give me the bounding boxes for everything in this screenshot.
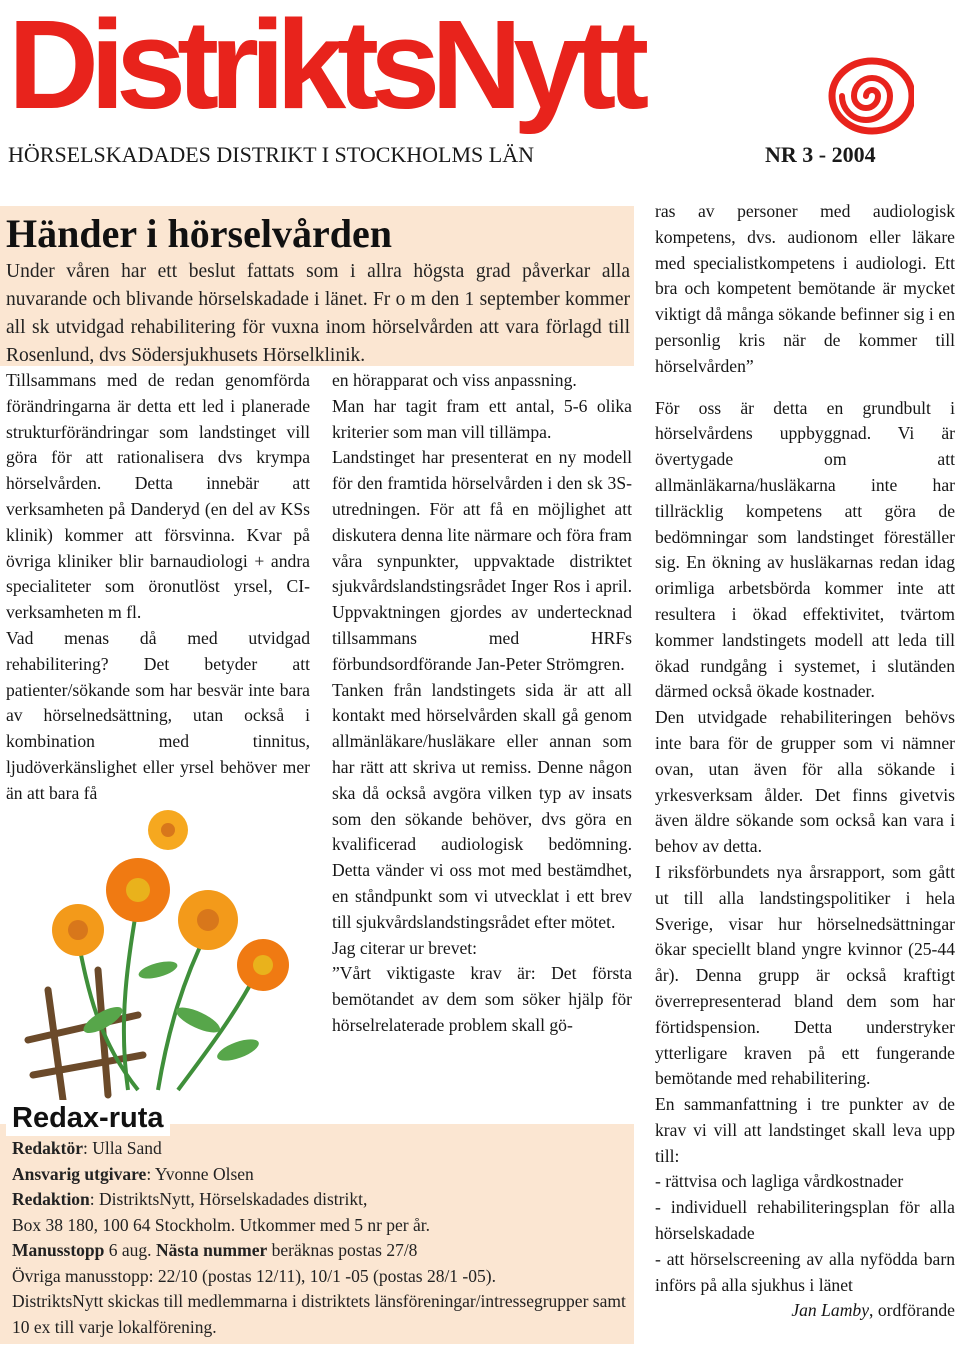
headline: Händer i hörselvården (6, 211, 392, 256)
paragraph: en hörapparat och viss anpassning. (332, 370, 577, 390)
deadline-value: 6 aug. (104, 1240, 156, 1260)
signature (655, 1298, 955, 1324)
paragraph: För oss är detta en grundbult i hörselvårdens uppbyggnad. Vi är övertygade om att allmänläkarna/husläkarna inte har tillräcklig kompetens att göra de bedömningar som landstinget föreställer sig. En ökning av husläkarnas redan idag orimliga arbetsbörda kommer inte att resultera i ökad effektivitet, tvärtom kommer landstingets modell att leda till ökad rundgång i systemet, i slutänden därmed också ökade kostnader. (655, 397, 955, 702)
list-item: - rättvisa och lagliga vårdkostnader (655, 1171, 904, 1192)
paragraph: I riksförbundets nya årsrapport, som gått ut till alla landstingspolitiker i hela Sverige, visar hur hörselnedsättningar ökar speciellt bland yngre kvinnor (25-44 år). Denna grupp är också kraftigt överrepresenterad bland dem som har förtidspension. Detta understryker ytterligare kraven på ett fungerande bemötande med rehabilitering. (655, 861, 955, 1089)
quote-paragraph: ”Vårt viktigaste krav är: Det första bemötandet av dem som söker hjälp för hörselrelaterade problem skall gö- (332, 963, 632, 1035)
newsletter-title: DistriktsNytt (8, 0, 641, 135)
responsible-line (12, 1162, 632, 1188)
paragraph: ras av personer med audiologisk kompetens, dvs. audionom eller läkare med specialistkompetens i audiologi. Ett bra och kompetent bemötande är mycket viktigt då många sökande befinner sig i en personlig kris när de kommer till hörselvården” (655, 201, 955, 376)
list-item: - att hörselscreening av alla nyfödda barn införs på alla sjukhus i länet (655, 1248, 955, 1295)
list-item: - individuell rehabiliteringsplan för alla hörselskadade (655, 1197, 955, 1244)
issue-number: NR 3 - 2004 (765, 142, 876, 167)
paragraph: Landstinget har presenterat en ny modell för den framtida hörselvården i den sk 3S-utredningen. För att få en möjlighet att diskutera denna lite närmare och föra fram våra synpunkter, uppvaktade distriktet sjukvårdslandstingsrådet Inger Ros i april. Uppvaktningen gjordes av undertecknad tillsammans med HRFs förbundsordförande Jan-Peter Strömgren. (332, 447, 632, 674)
masthead (0, 0, 960, 200)
address-line: Box 38 180, 100 64 Stockholm. Utkommer med 5 nr per år. (12, 1214, 431, 1235)
paragraph: En sammanfattning i tre punkter av de krav vi vill att landstinget skall leva upp till: (655, 1094, 955, 1166)
other-deadlines-line: Övriga manusstopp: 22/10 (postas 12/11), 10/1 -05 (postas 28/1 -05). (12, 1265, 496, 1286)
redax-title: Redax-ruta (6, 1100, 170, 1136)
signature-name: Jan Lamby (791, 1300, 870, 1321)
article-column-3 (655, 199, 955, 1324)
lead-text: Under våren har ett beslut fattats som i allra högsta grad påverkar alla nuvarande och blivande hörselskadade i länet. Fr o m den 1 september kommer all sk utvidgad rehabilitering för vuxna inom hörselvården att vara förlagd till Rosenlund, dvs Södersjukhusets Hörselklinik. (6, 261, 630, 366)
responsible-value: : Yvonne Olsen (146, 1163, 254, 1184)
signature-role: , ordförande (869, 1300, 955, 1321)
editor-value: : Ulla Sand (82, 1138, 162, 1158)
editorial-line (12, 1187, 632, 1213)
next-issue-label: Nästa nummer (155, 1240, 268, 1260)
lead-box (0, 206, 634, 366)
editor-line (12, 1136, 632, 1162)
next-issue-value: beräknas postas 27/8 (267, 1240, 418, 1260)
editor-label: Redaktör (12, 1138, 83, 1158)
flowers-fence-illustration (8, 790, 328, 1100)
deadline-label: Manusstopp (12, 1240, 105, 1260)
paragraph: Vad menas då med utvidgad rehabilitering? Det betyder att patienter/sökande som har besvär inte bara av hörselnedsättning, utan också i kombination med tinnitus, ljudöverkänslighet eller yrsel behöver mer än att bara få (6, 627, 310, 803)
article-column-2 (332, 368, 632, 1039)
editorial-value: : DistriktsNytt, Hörselskadades distrikt, (89, 1189, 368, 1209)
paragraph: Tillsammans med de redan genomförda förändringarna är detta ett led i planerade strukturförändringar som landstinget vill göra för att rationalisera dvs krympa hörselvården. Detta innebär att verksamheten på Danderyd (en del av KSs klinik) kommer att försvinna. Kvar på övriga kliniker blir barnaudiologi + andra specialiteter som öronutlöst yrsel, CI-verksamheten m fl. (6, 370, 310, 623)
paragraph: Man har tagit fram ett antal, 5-6 olika kriterier som man vill tillämpa. (332, 395, 632, 442)
distribution-line: DistriktsNytt skickas till medlemmarna i distriktets länsföreningar/intressegrupper samt 10 ex till varje lokalförening. (12, 1291, 626, 1337)
publisher-subtitle: HÖRSELSKADADES DISTRIKT I STOCKHOLMS LÄN (8, 142, 535, 167)
deadline-line (12, 1238, 632, 1264)
article-column-1 (6, 368, 310, 807)
redax-box (0, 1100, 634, 1356)
paragraph: Jag citerar ur brevet: (332, 937, 478, 958)
ear-spiral-icon (828, 56, 914, 136)
redax-content (12, 1136, 632, 1340)
paragraph: Tanken från landstingets sida är att all kontakt med hörselvården skall gå genom allmänläkare/husläkare eller annan som har rätt att skriva ut remiss. Denne någon ska då också avgöra vilken typ av insats som den sökande behöver, dvs göra en kvalificerad audiologisk bedömning. Detta vänder vi oss mot med bestämdhet, en ståndpunkt som vi utvecklat i ett brev till sjukvårdslandstingsrådet efter mötet. (332, 679, 632, 932)
editorial-label: Redaktion (12, 1189, 90, 1209)
responsible-label: Ansvarig utgivare (12, 1163, 147, 1184)
paragraph: Den utvidgade rehabiliteringen behövs inte bara för de grupper som vi nämner ovan, utan även för alla sökande i yrkesverksam ålder. Det finns givetvis även äldre sökande som också kan vara i behov av detta. (655, 707, 955, 857)
